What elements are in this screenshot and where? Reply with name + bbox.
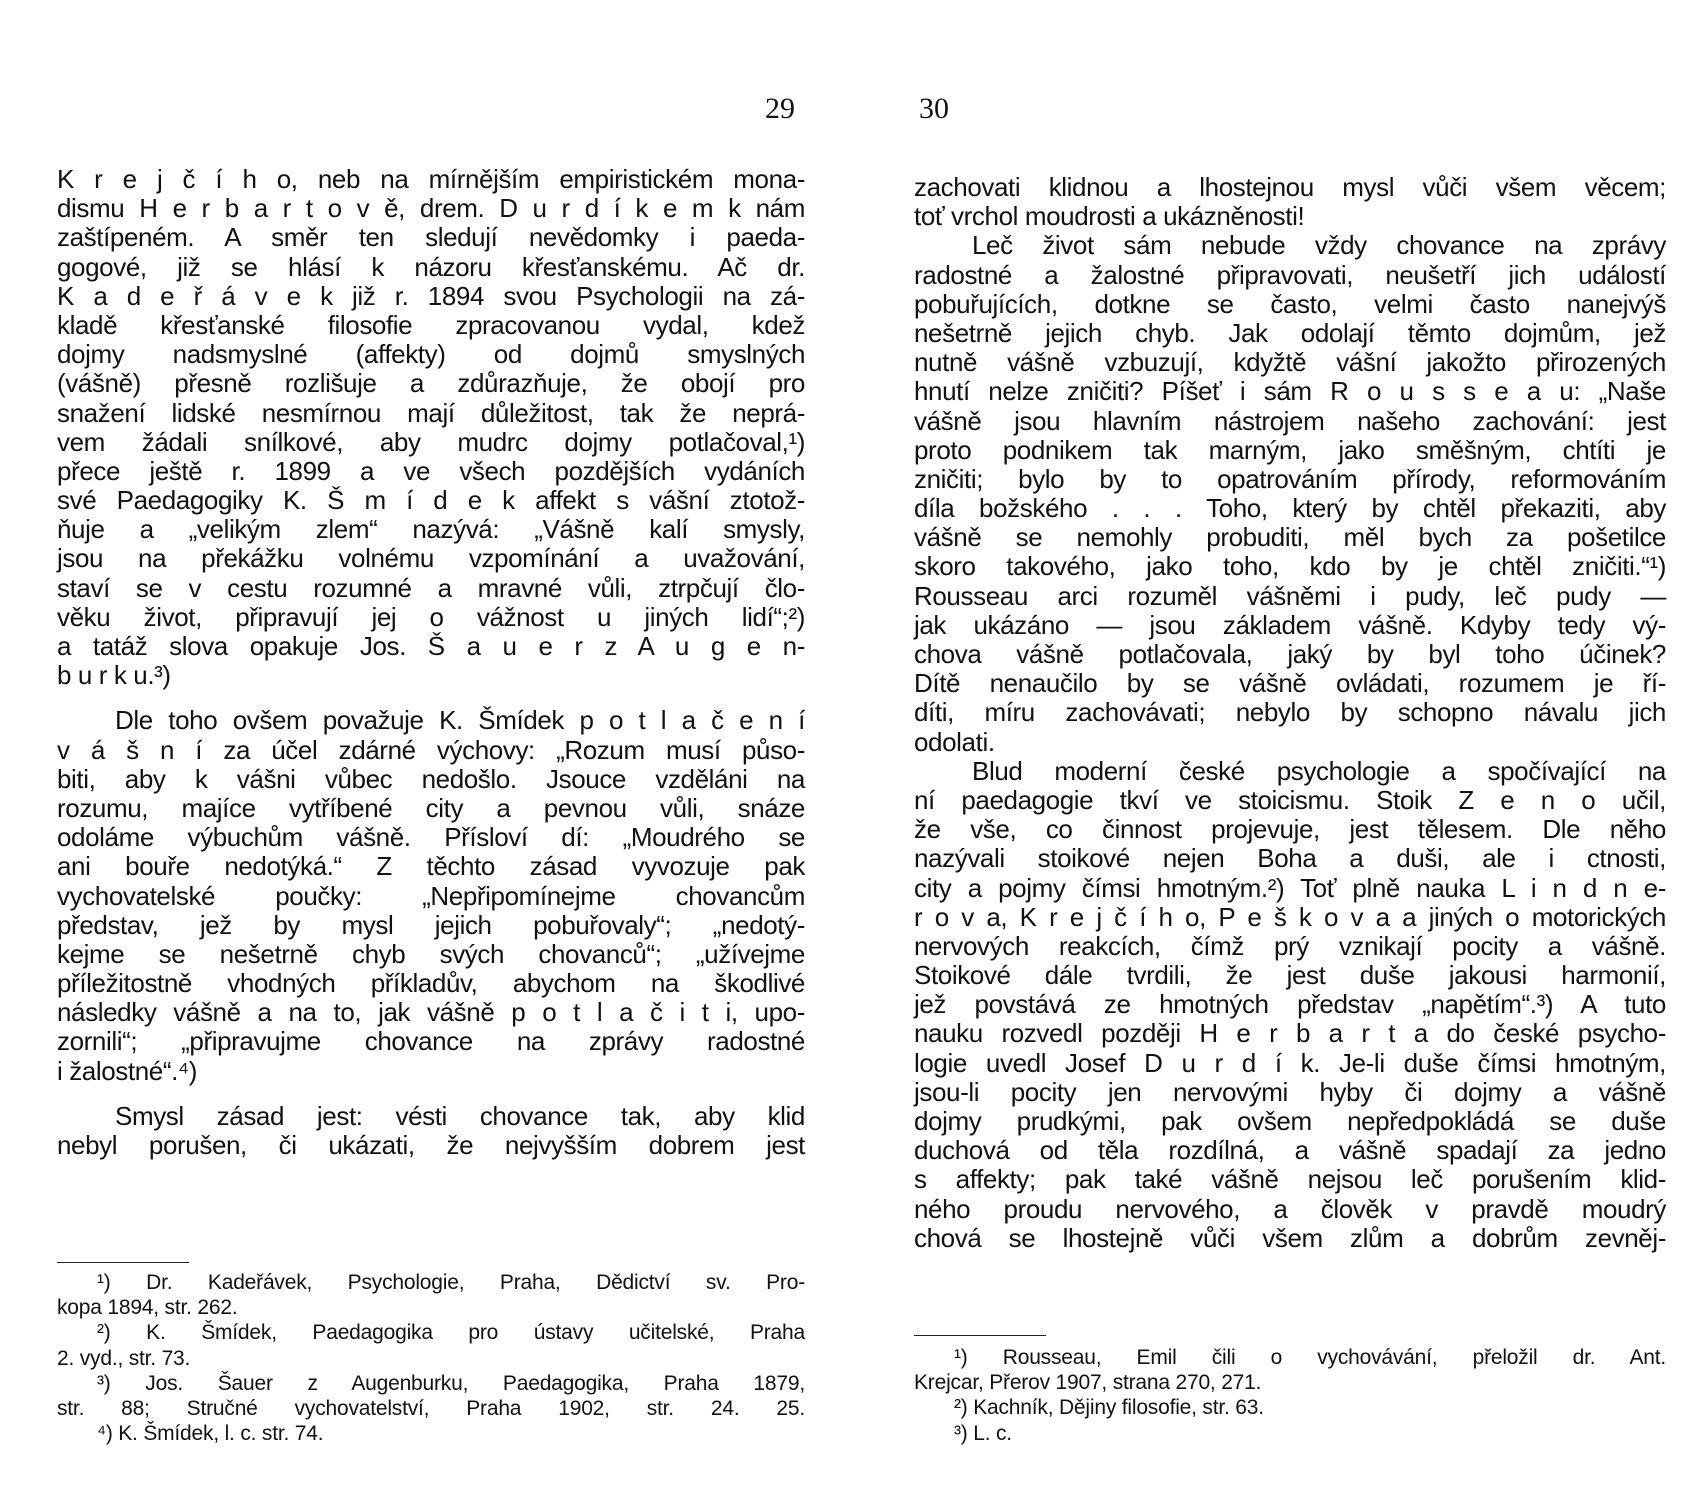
text-line: gogové, již se hlásí k názoru křesťanskému. Ač dr. xyxy=(57,251,805,282)
footnote-line: ⁴) K. Šmídek, l. c. str. 74. xyxy=(97,1422,324,1446)
footnote-line: str. 88; Stručné vychovatelství, Praha 1902, str. 24. 25. xyxy=(57,1396,805,1420)
text-line: zaštípeném. A směr ten sledují nevědomky i paeda- xyxy=(57,222,805,253)
text-line: ní paedagogie tkví ve stoicismu. Stoik Z e n o učil, xyxy=(914,784,1666,815)
footnote-line: ²) K. Šmídek, Paedagogika pro ústavy učitelské, Praha xyxy=(97,1321,805,1345)
text-line: dojmy prudkými, pak ovšem nepředpokládá se duše xyxy=(914,1106,1666,1136)
text-line: Rousseau arci rozuměl vášněmi i pudy, leč pudy — xyxy=(914,580,1666,611)
text-line: vášně jsou hlavním nástrojem našeho zachování: jest xyxy=(914,405,1666,436)
footnote-divider xyxy=(914,1335,1046,1336)
text-line: zachovati klidnou a lhostejnou mysl vůči všem věcem; xyxy=(914,172,1666,202)
footnote-line: kopa 1894, str. 262. xyxy=(57,1296,238,1320)
text-line: že vše, co činnost projevuje, jest tělesem. Dle něho xyxy=(914,814,1666,845)
text-line: své Paedagogiky K. Š m í d e k affekt s vášní ztotož- xyxy=(57,485,805,516)
text-line: odolati. xyxy=(914,726,995,757)
footnote-divider xyxy=(57,1262,189,1263)
text-line: vášně se nemohly probuditi, měl bych za pošetilce xyxy=(914,522,1666,553)
text-line: snažení lidské nesmírnou mají důležitost, tak že neprá- xyxy=(57,397,805,428)
text-line: nauku rozvedl později H e r b a r t a do české psycho- xyxy=(914,1018,1666,1049)
text-line: Dle toho ovšem považuje K. Šmídek p o t l a č e n í xyxy=(115,705,805,736)
text-line: dojmy nadsmyslné (affekty) od dojmů smyslných xyxy=(57,339,805,370)
text-line: toť vrchol moudrosti a ukázněnosti! xyxy=(914,201,1305,232)
page-number: 29 xyxy=(765,92,795,125)
text-line: Dítě nenaučilo by se vášně ovládati, rozumem je ří- xyxy=(914,668,1666,699)
text-line: Leč život sám nebude vždy chovance na zprávy xyxy=(972,230,1666,261)
text-line: kladě křesťanské filosofie zpracovanou vydal, kdež xyxy=(57,309,805,340)
text-line: kejme se nešetrně chyb svých chovanců“; „užívejme xyxy=(57,938,805,969)
text-line: vem žádali snílkové, aby mudrc dojmy potlačoval,¹) xyxy=(57,426,805,457)
text-line: s affekty; pak také vášně nejsou leč porušením klid- xyxy=(914,1164,1666,1195)
body-text xyxy=(914,173,1666,1253)
text-line: i žalostné“.⁴) xyxy=(57,1055,197,1086)
text-line: příležitostně vhodných příkladův, abychom na škodlivé xyxy=(57,968,805,999)
footnote-line: ³) L. c. xyxy=(954,1421,1012,1445)
text-line: b u r k u.³) xyxy=(57,660,171,691)
text-line: v á š n í za účel zdárné výchovy: „Rozum musí půso- xyxy=(57,734,805,765)
text-line: ného proudu nervového, a člověk v pravdě moudrý xyxy=(914,1193,1666,1224)
text-line: staví se v cestu rozumné a mravné vůli, ztrpčují člo- xyxy=(57,572,805,603)
text-line: proto podnikem tak marným, jako směšným, chtíti je xyxy=(914,434,1666,465)
text-line: Stoikové dále tvrdili, že jest duše jakousi harmonií, xyxy=(914,960,1666,991)
text-line: díti, míru zachovávati; nebylo by schopno návalu jich xyxy=(914,697,1666,728)
text-line: r o v a, K r e j č í h o, P e š k o v a a jiných o motorických xyxy=(914,901,1666,932)
text-line: chová se lhostejně vůči všem zlům a dobrům zevněj- xyxy=(914,1222,1666,1253)
footnote-line: ³) Jos. Šauer z Augenburku, Paedagogika, Praha 1879, xyxy=(97,1371,805,1395)
text-line: K a d e ř á v e k již r. 1894 svou Psychologii na zá- xyxy=(57,280,805,311)
text-line: city a pojmy čímsi hmotným.²) Toť plně nauka L i n d n e- xyxy=(914,872,1666,903)
text-line: logie uvedl Josef D u r d í k. Je-li duše čímsi hmotným, xyxy=(914,1047,1666,1078)
text-line: jsou na překážku volnému vzpomínání a uvažování, xyxy=(57,543,805,574)
text-line: dismu H e r b a r t o v ě, drem. D u r d í k e m k nám xyxy=(57,193,805,224)
text-line: jsou-li pocity jen nervovými hyby či dojmy a vášně xyxy=(914,1076,1666,1107)
page-number: 30 xyxy=(919,92,949,125)
text-line: ani bouře nedotýká.“ Z těchto zásad vyvozuje pak xyxy=(57,851,805,882)
text-line: nervových reakcích, čímž prý vznikají pocity a vášně. xyxy=(914,930,1666,961)
text-line: nazývali stoikové nejen Boha a duši, ale i ctnosti, xyxy=(914,843,1666,874)
text-line: nutně vášně vzbuzují, kdyžtě vášní jakožto přirozených xyxy=(914,347,1666,378)
text-line: vychovatelské poučky: „Nepřipomínejme chovancům xyxy=(57,880,805,911)
right-page xyxy=(852,0,1704,1500)
footnotes xyxy=(57,1270,805,1446)
text-line: díla božského . . . Toho, který by chtěl překaziti, aby xyxy=(914,493,1666,524)
footnote-line: ¹) Dr. Kadeřávek, Psychologie, Praha, Dědictví sv. Pro- xyxy=(97,1271,805,1294)
text-line: pobuřujících, dotkne se často, velmi často nanejvýš xyxy=(914,288,1666,319)
text-line: představ, jež by mysl jejich pobuřovaly“; „nedotý- xyxy=(57,909,805,940)
text-line: radostné a žalostné připravovati, neušetří jich událostí xyxy=(914,259,1666,290)
text-line: přece ještě r. 1899 a ve všech pozdějších vydáních xyxy=(57,455,805,486)
footnote-line: ²) Kachník, Dějiny filosofie, str. 63. xyxy=(954,1396,1264,1420)
text-line: biti, aby k vášni vůbec nedošlo. Jsouce vzděláni na xyxy=(57,763,805,794)
text-line: nebyl porušen, či ukázati, že nejvyšším dobrem jest xyxy=(57,1130,805,1160)
text-line: jež povstává ze hmotných představ „napětím“.³) A tuto xyxy=(914,989,1666,1020)
text-line: zničiti; bylo by to opatrováním přírody, reformováním xyxy=(914,463,1666,494)
text-line: ňuje a „velikým zlem“ nazývá: „Vášně kalí smysly, xyxy=(57,514,805,545)
text-line: hnutí nelze zničiti? Píšeť i sám R o u s s e a u: „Naše xyxy=(914,376,1666,407)
text-line: skoro takového, jako toho, kdo by je chtěl zničiti.“¹) xyxy=(914,551,1666,582)
text-line: chova vášně potlačovala, jaký by byl toho účinek? xyxy=(914,639,1666,669)
text-line: věku život, připravují jej o vážnost u jiných lidí“;²) xyxy=(57,601,805,632)
text-line: K r e j č í h o, neb na mírnějším empiristickém mona- xyxy=(57,164,805,194)
text-line: a tatáž slova opakuje Jos. Š a u e r z A u g e n- xyxy=(57,631,805,661)
footnote-line: Krejcar, Přerov 1907, strana 270, 271. xyxy=(914,1371,1262,1395)
footnotes xyxy=(914,1345,1666,1446)
text-line: rozumu, majíce vytříbené city a pevnou vůli, snáze xyxy=(57,792,805,823)
text-line: nešetrně jejich chyb. Jak odolají těmto dojmům, jež xyxy=(914,317,1666,348)
text-line: jak ukázáno — jsou základem vášně. Kdyby tedy vý- xyxy=(914,609,1666,640)
text-line: Blud moderní české psychologie a spočívající na xyxy=(972,755,1666,786)
text-line: (vášně) přesně rozlišuje a zdůrazňuje, že obojí pro xyxy=(57,368,805,399)
text-line: zornili“; „připravujme chovance na zprávy radostné xyxy=(57,1026,805,1057)
text-line: odoláme výbuchům vášně. Přísloví dí: „Moudrého se xyxy=(57,822,805,853)
footnote-line: 2. vyd., str. 73. xyxy=(57,1346,191,1370)
text-line: duchová od těla rozdílná, a vášně spadají za jedno xyxy=(914,1135,1666,1166)
footnote-line: ¹) Rousseau, Emil čili o vychovávání, přeložil dr. Ant. xyxy=(954,1346,1666,1369)
text-line: následky vášně a na to, jak vášně p o t l a č i t i, upo- xyxy=(57,997,805,1028)
text-line: Smysl zásad jest: vésti chovance tak, aby klid xyxy=(115,1100,805,1131)
body-text xyxy=(57,165,805,1160)
